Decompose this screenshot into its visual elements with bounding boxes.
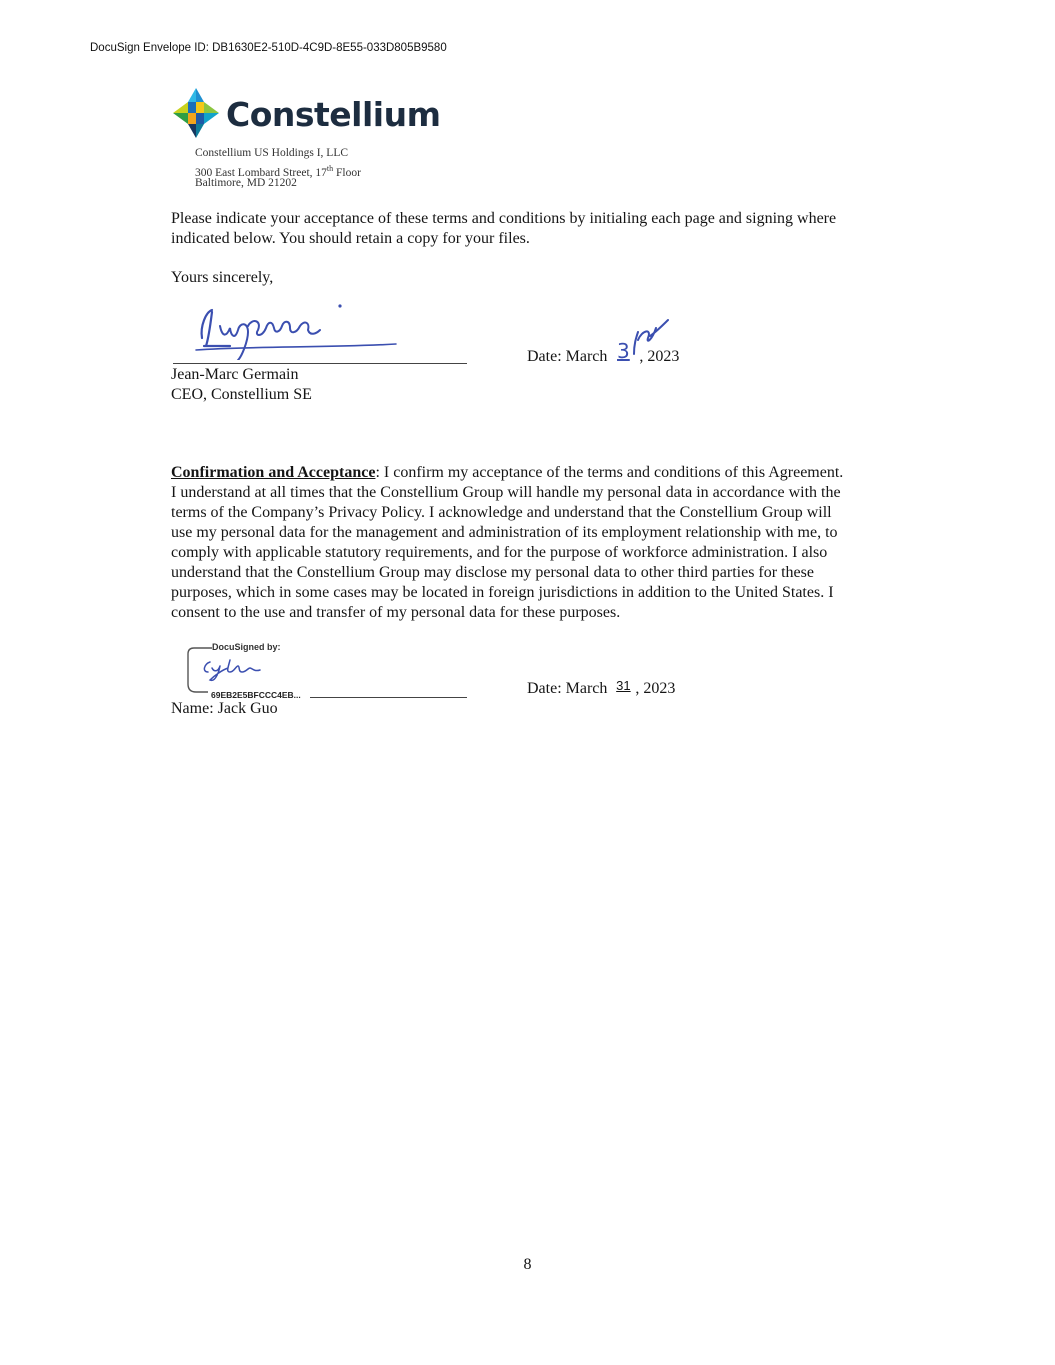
confirmation-line-5: comply with applicable statutory requirements, and for the purpose of workforce administration. I also	[171, 544, 828, 561]
confirmation-line-3: terms of the Company’s Privacy Policy. I acknowledge and understand that the Constellium Group will	[171, 504, 832, 521]
confirmation-line-8: consent to the use and transfer of my personal data for these purposes.	[171, 604, 621, 621]
intro-line-2: indicated below. You should retain a copy for your files.	[171, 230, 530, 247]
employee-signature-image	[198, 654, 274, 684]
docusigned-by-label: DocuSigned by:	[212, 642, 281, 652]
confirmation-line-4: use my personal data for the management and administration of its employment relationship with me, to	[171, 524, 838, 541]
employee-name: Name: Jack Guo	[171, 700, 278, 717]
confirmation-title: Confirmation and Acceptance	[171, 464, 376, 481]
docusign-envelope-id: DocuSign Envelope ID: DB1630E2-510D-4C9D-8E55-033D805B9580	[90, 42, 447, 54]
ceo-title: CEO, Constellium SE	[171, 386, 312, 403]
ceo-date-day: 3	[617, 339, 630, 363]
employee-date: Date: March 31 , 2023	[527, 678, 676, 697]
closing: Yours sincerely,	[171, 269, 274, 286]
ceo-signature-image	[190, 298, 400, 360]
confirmation-paragraph	[171, 463, 896, 623]
confirmation-line-7: purposes, which in some cases may be located in foreign jurisdictions in addition to the United States. I	[171, 584, 834, 601]
confirmation-line-2: I understand at all times that the Constellium Group will handle my personal data in accordance with the	[171, 484, 841, 501]
confirmation-line-6: understand that the Constellium Group may disclose my personal data to other third parties for these	[171, 564, 814, 581]
date-handwriting-mark	[612, 318, 672, 366]
page-number: 8	[523, 1256, 532, 1273]
intro-line-1: Please indicate your acceptance of these terms and conditions by initialing each page and signing where	[171, 210, 837, 227]
ceo-date: Date: March 3 , 2023	[527, 339, 680, 365]
constellium-logo-icon	[173, 88, 219, 138]
company-name: Constellium US Holdings I, LLC	[195, 147, 349, 159]
employee-signature-line	[310, 697, 467, 698]
employee-date-day: 31	[616, 678, 631, 693]
confirmation-line-1: Confirmation and Acceptance: I confirm my acceptance of the terms and conditions of this Agreement.	[171, 464, 844, 481]
ceo-name: Jean-Marc Germain	[171, 366, 299, 383]
company-street: 300 East Lombard Street, 17th Floor	[195, 164, 361, 179]
docusign-signature-id: 69EB2E5BFCCC4EB...	[211, 690, 301, 700]
ceo-signature-line	[173, 363, 467, 364]
logo-wordmark: Constellium	[226, 95, 441, 134]
company-city: Baltimore, MD 21202	[195, 177, 297, 189]
